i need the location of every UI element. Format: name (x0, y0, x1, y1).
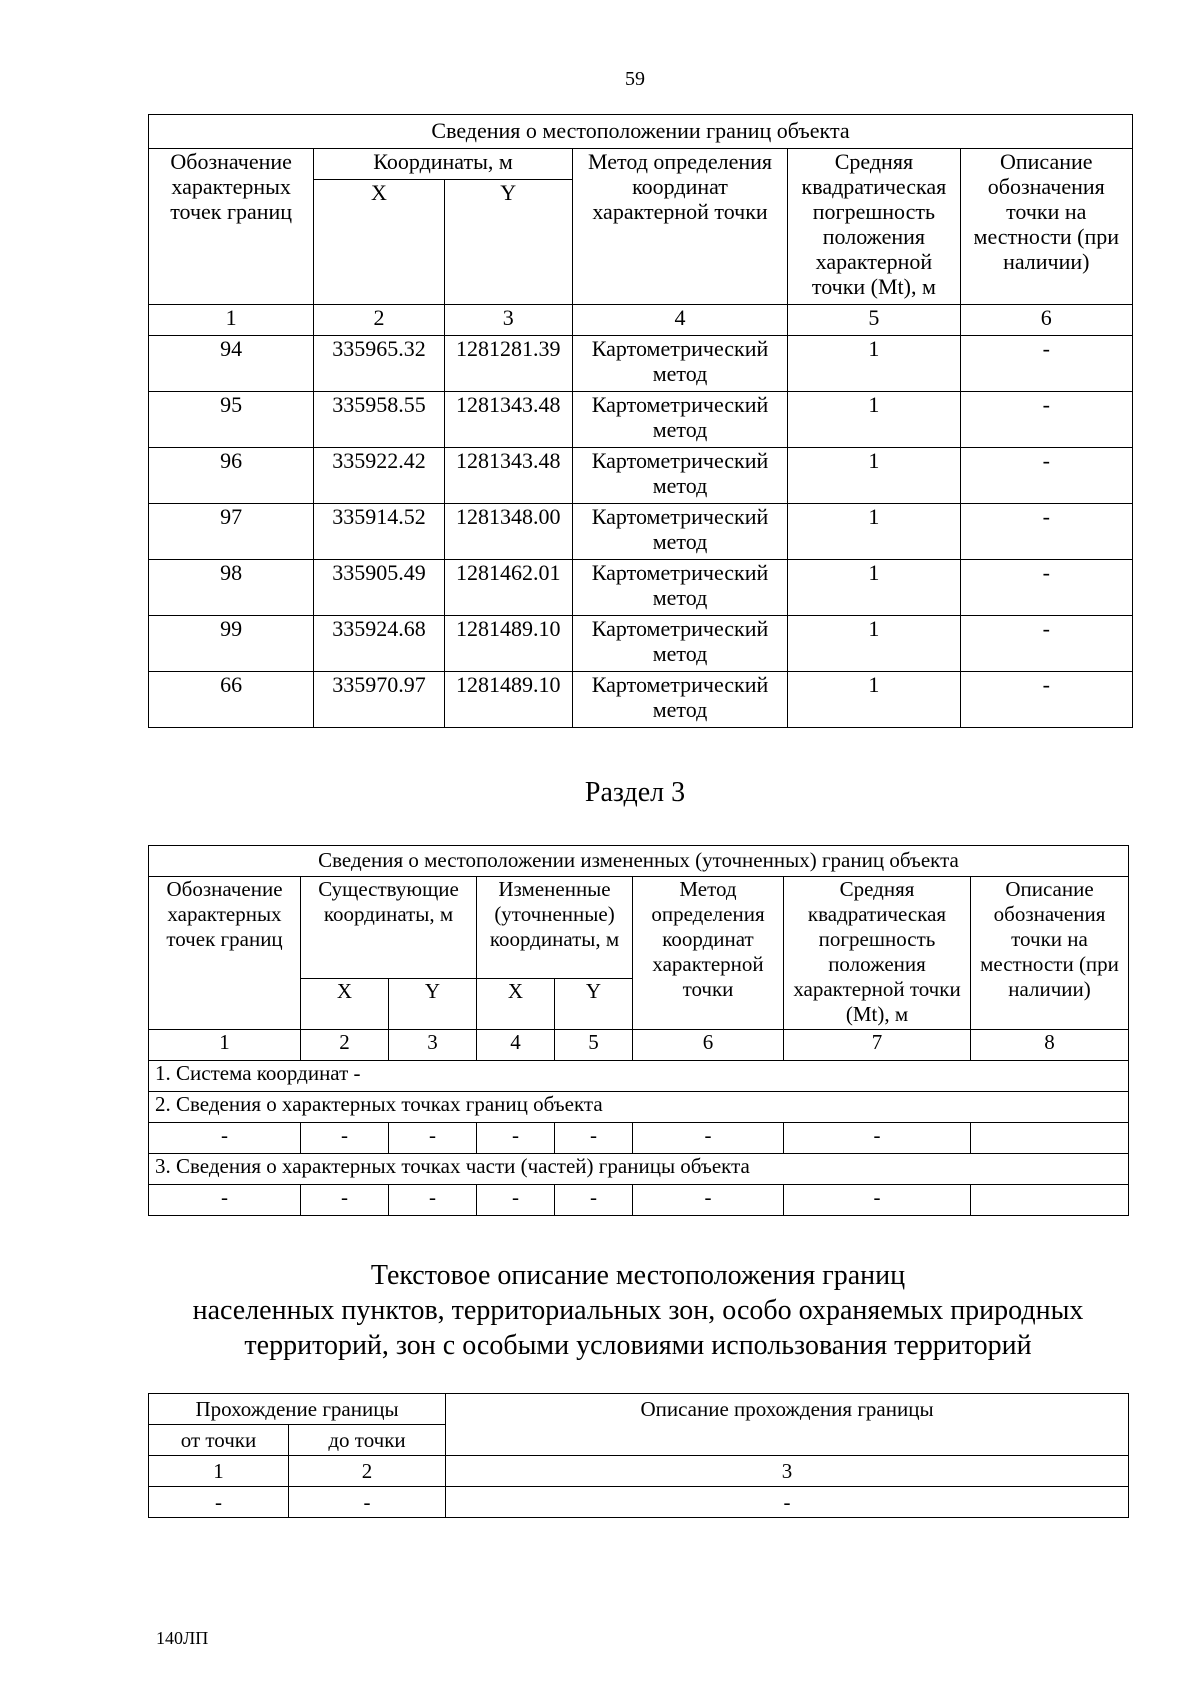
table1-header-y: Y (444, 180, 572, 305)
col-number: 4 (477, 1030, 555, 1061)
coord-y: 1281343.48 (444, 448, 572, 504)
col-number: 1 (149, 1456, 289, 1487)
dash-cell: - (555, 1185, 633, 1216)
text-description-title (148, 1258, 1128, 1363)
table3-column-numbers (149, 1456, 1129, 1487)
coord-x: 335905.49 (314, 560, 444, 616)
table3-header-desc: Описание прохождения границы (446, 1394, 1129, 1456)
mt-value: 1 (788, 336, 960, 392)
table1-header-mt: Средняя квадратическая погрешность положения характерной точки (Mt), м (788, 149, 960, 305)
point-id: 95 (149, 392, 314, 448)
method: Картометрический метод (572, 560, 787, 616)
col-number: 1 (149, 305, 314, 336)
title-line: территорий, зон с особыми условиями использования территорий (244, 1330, 1032, 1361)
dash-cell: - (633, 1123, 784, 1154)
dash-cell: - (784, 1185, 971, 1216)
dash-cell: - (149, 1487, 289, 1518)
boundary-description-table (148, 1393, 1129, 1518)
mt-value: 1 (788, 448, 960, 504)
dash-cell: - (477, 1185, 555, 1216)
point-id: 98 (149, 560, 314, 616)
table1-header-desc: Описание обозначения точки на местности (при наличии) (960, 149, 1132, 305)
coord-y: 1281489.10 (444, 616, 572, 672)
dash-cell: - (446, 1487, 1129, 1518)
table2-caption: Сведения о местоположении измененных (уточненных) границ объекта (149, 846, 1129, 877)
table-row (149, 504, 1133, 560)
col-number: 6 (960, 305, 1132, 336)
method: Картометрический метод (572, 672, 787, 728)
method: Картометрический метод (572, 504, 787, 560)
table2-header-y-changed: Y (555, 978, 633, 1029)
description: - (960, 448, 1132, 504)
dash-cell: - (301, 1185, 389, 1216)
mt-value: 1 (788, 672, 960, 728)
table-row (149, 1487, 1129, 1518)
dash-cell: - (784, 1123, 971, 1154)
col-number: 3 (389, 1030, 477, 1061)
col-number: 7 (784, 1030, 971, 1061)
mt-value: 1 (788, 504, 960, 560)
col-number: 6 (633, 1030, 784, 1061)
method: Картометрический метод (572, 448, 787, 504)
dash-cell: - (633, 1185, 784, 1216)
table-row (149, 392, 1133, 448)
table-row (149, 560, 1133, 616)
description: - (960, 336, 1132, 392)
table1-header-point: Обозначение характерных точек границ (149, 149, 314, 305)
table1-header-method: Метод определения координат характерной точки (572, 149, 787, 305)
col-number: 2 (289, 1456, 446, 1487)
point-id: 97 (149, 504, 314, 560)
table2-header-x-existing: X (301, 978, 389, 1029)
table2-header-x-changed: X (477, 978, 555, 1029)
table3-header-to: до точки (289, 1425, 446, 1456)
coordinate-system-row: 1. Система координат - (149, 1061, 1129, 1092)
dash-cell: - (301, 1123, 389, 1154)
table2-header-point: Обозначение характерных точек границ (149, 877, 301, 1030)
coord-y: 1281281.39 (444, 336, 572, 392)
col-number: 4 (572, 305, 787, 336)
document-code: 140ЛП (156, 1628, 209, 1648)
table2-header-existing: Существующие координаты, м (301, 877, 477, 979)
title-line: Текстовое описание местоположения границ (370, 1260, 906, 1291)
coord-y: 1281343.48 (444, 392, 572, 448)
boundary-points-table (148, 114, 1133, 728)
col-number: 5 (788, 305, 960, 336)
coord-x: 335970.97 (314, 672, 444, 728)
col-number: 1 (149, 1030, 301, 1061)
mt-value: 1 (788, 560, 960, 616)
coord-x: 335922.42 (314, 448, 444, 504)
col-number: 2 (301, 1030, 389, 1061)
dash-cell: - (555, 1123, 633, 1154)
point-id: 94 (149, 336, 314, 392)
col-number: 8 (971, 1030, 1129, 1061)
table2-header-method: Метод определения координат характерной точки (633, 877, 784, 1030)
table-row (149, 616, 1133, 672)
empty-cell (971, 1185, 1129, 1216)
dash-cell: - (289, 1487, 446, 1518)
dash-cell: - (149, 1185, 301, 1216)
method: Картометрический метод (572, 616, 787, 672)
method: Картометрический метод (572, 336, 787, 392)
point-id: 66 (149, 672, 314, 728)
dash-cell: - (477, 1123, 555, 1154)
col-number: 3 (444, 305, 572, 336)
table-row (149, 1123, 1129, 1154)
table-row (149, 336, 1133, 392)
table1-header-coords: Координаты, м (314, 149, 573, 180)
changed-boundaries-table (148, 845, 1129, 1216)
coord-x: 335914.52 (314, 504, 444, 560)
dash-cell: - (389, 1123, 477, 1154)
page-number: 59 (625, 68, 645, 90)
empty-cell (971, 1123, 1129, 1154)
table3-header-from: от точки (149, 1425, 289, 1456)
col-number: 2 (314, 305, 444, 336)
title-line: населенных пунктов, территориальных зон, особо охраняемых природных (192, 1295, 1084, 1326)
table2-header-y-existing: Y (389, 978, 477, 1029)
section-title: Раздел 3 (584, 777, 686, 808)
table2-header-desc: Описание обозначения точки на местности (при наличии) (971, 877, 1129, 1030)
coord-y: 1281348.00 (444, 504, 572, 560)
description: - (960, 616, 1132, 672)
table-row (149, 1185, 1129, 1216)
table1-column-numbers (149, 305, 1133, 336)
description: - (960, 504, 1132, 560)
description: - (960, 560, 1132, 616)
table2-header-changed: Измененные (уточненные) координаты, м (477, 877, 633, 979)
mt-value: 1 (788, 392, 960, 448)
method: Картометрический метод (572, 392, 787, 448)
boundary-points-row: 2. Сведения о характерных точках границ объекта (149, 1092, 1129, 1123)
table1-header-x: X (314, 180, 444, 305)
table1-caption: Сведения о местоположении границ объекта (149, 115, 1133, 149)
coord-x: 335924.68 (314, 616, 444, 672)
description: - (960, 672, 1132, 728)
col-number: 5 (555, 1030, 633, 1061)
coord-x: 335958.55 (314, 392, 444, 448)
description: - (960, 392, 1132, 448)
table-row (149, 672, 1133, 728)
table2-header-mt: Средняя квадратическая погрешность положения характерной точки (Mt), м (784, 877, 971, 1030)
boundary-parts-row: 3. Сведения о характерных точках части (частей) границы объекта (149, 1154, 1129, 1185)
dash-cell: - (389, 1185, 477, 1216)
point-id: 99 (149, 616, 314, 672)
table3-header-pass: Прохождение границы (149, 1394, 446, 1425)
mt-value: 1 (788, 616, 960, 672)
table2-column-numbers (149, 1030, 1129, 1061)
coord-x: 335965.32 (314, 336, 444, 392)
point-id: 96 (149, 448, 314, 504)
coord-y: 1281489.10 (444, 672, 572, 728)
table-row (149, 448, 1133, 504)
dash-cell: - (149, 1123, 301, 1154)
col-number: 3 (446, 1456, 1129, 1487)
coord-y: 1281462.01 (444, 560, 572, 616)
